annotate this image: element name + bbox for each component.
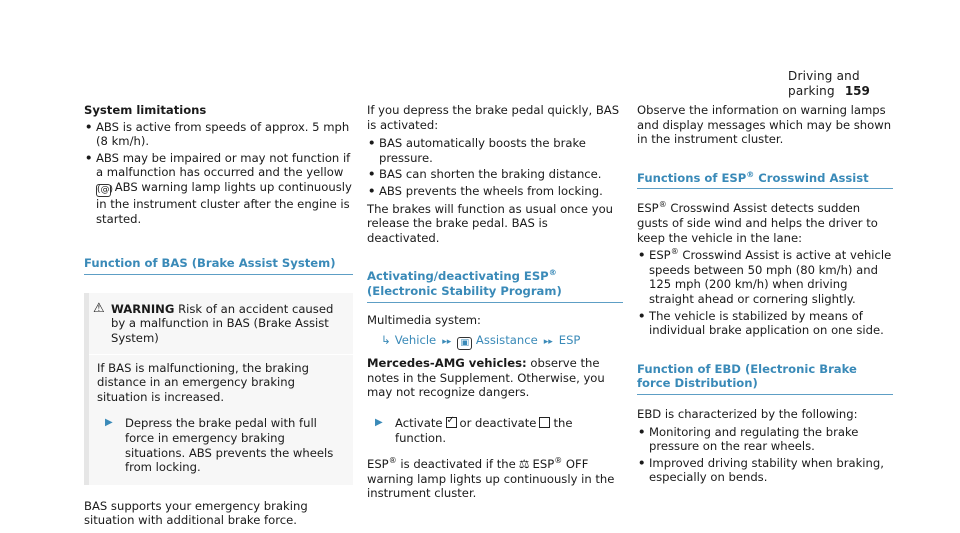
activate-step: ▶ Activate✓ or deactivate the function. <box>367 416 623 445</box>
column-right <box>637 103 893 485</box>
page-header <box>788 69 910 98</box>
list-item: • ESP® Crosswind Assist is active at vehicle speeds between 50 mph (80 km/h) and 125 mph (200 km/h) when driving straight ahead or cornering slightly. <box>637 248 893 306</box>
step-arrow-icon: ▶ <box>105 417 113 429</box>
bas-intro: If you depress the brake pedal quickly, BAS is activated: <box>367 103 620 132</box>
observe-text: Observe the information on warning lamps and display messages which may be shown in the instrument cluster. <box>637 103 892 147</box>
list-item: • Monitoring and regulating the brake pressure on the rear wheels. <box>637 425 893 454</box>
esp-off-text: ESP® is deactivated if the ⚖ ESP® OFF warning lamp lights up continuously in the instrument cluster. <box>367 456 615 501</box>
warning-triangle-icon: ⚠ <box>93 300 105 316</box>
assistance-car-icon: ▣ <box>457 337 472 350</box>
warning-body <box>89 355 353 485</box>
warning-body-text: If BAS is malfunctioning, the braking distance in an emergency braking situation is increased. <box>97 360 309 404</box>
column-left <box>84 103 353 528</box>
abs-lamp-icon: (@) <box>97 184 114 195</box>
list-item: • The vehicle is stabilized by means of individual brake application on one side. <box>637 309 893 338</box>
path-start-icon: ↳ <box>381 333 391 348</box>
path-esp[interactable]: ESP <box>558 333 581 348</box>
column-middle <box>367 103 623 501</box>
bas-text: BAS supports your emergency braking situation with additional brake force. <box>84 498 308 528</box>
menu-path <box>367 333 623 350</box>
esp-off-icon: ⚖ <box>518 457 530 472</box>
crosswind-list <box>637 248 893 338</box>
bas-heading: Function of BAS (Brake Assist System) <box>84 256 353 275</box>
list-item: • Improved driving stability when braking, especially on bends. <box>637 456 893 485</box>
esp-heading: Activating/deactivating ESP® (Electronic Stability Program) <box>367 269 623 302</box>
multimedia-label: Multimedia system: <box>367 312 481 327</box>
list-item: • BAS automatically boosts the brake pressure. <box>367 136 623 165</box>
section-title: Driving and parking <box>788 69 860 98</box>
bas-after: The brakes will function as usual once you release the brake pedal. BAS is deactivated. <box>367 201 614 245</box>
ebd-intro: EBD is characterized by the following: <box>637 406 858 421</box>
page-number: 159 <box>844 83 870 98</box>
checkbox-checked-icon[interactable] <box>446 417 457 428</box>
system-limitations-title: System limitations <box>84 103 207 117</box>
list-item: • ABS prevents the wheels from locking. <box>367 184 623 199</box>
warning-header <box>89 297 353 355</box>
system-limitations-list <box>84 120 353 227</box>
warning-box <box>84 293 353 485</box>
list-item: • ABS may be impaired or may not function if a malfunction has occurred and the yellow (@) ABS warning lamp lights up continuously in the instrument cluster after the engine is started. <box>84 151 353 226</box>
amg-note: Mercedes-AMG vehicles: observe the notes in the Supplement. Otherwise, you may not recognize dangers. <box>367 356 605 400</box>
list-item: • ABS is active from speeds of approx. 5 mph (8 km/h). <box>84 120 353 149</box>
path-arrow-icon: ▸▸ <box>543 337 553 348</box>
warning-text: Risk of an accident caused by a malfunction in BAS (Brake Assist System) <box>111 301 334 345</box>
bas-list <box>367 136 623 198</box>
path-vehicle[interactable]: Vehicle <box>394 333 437 348</box>
crosswind-heading: Functions of ESP® Crosswind Assist <box>637 171 893 190</box>
path-arrow-icon: ▸▸ <box>442 337 452 348</box>
warning-step <box>97 416 345 474</box>
ebd-heading: Function of EBD (Electronic Brake force Distribution) <box>637 362 893 395</box>
checkbox-unchecked-icon[interactable] <box>539 417 550 428</box>
path-assistance[interactable]: Assistance <box>475 333 538 348</box>
warning-label: WARNING <box>111 301 175 316</box>
list-item: • BAS can shorten the braking distance. <box>367 167 623 182</box>
warning-step-text: Depress the brake pedal with full force in emergency braking situations. ABS prevents the wheels from locking. <box>125 416 334 475</box>
crosswind-text: ESP® Crosswind Assist detects sudden gusts of side wind and helps the driver to keep the vehicle in the lane: <box>637 200 878 245</box>
ebd-list <box>637 425 893 485</box>
step-arrow-icon: ▶ <box>375 416 383 428</box>
